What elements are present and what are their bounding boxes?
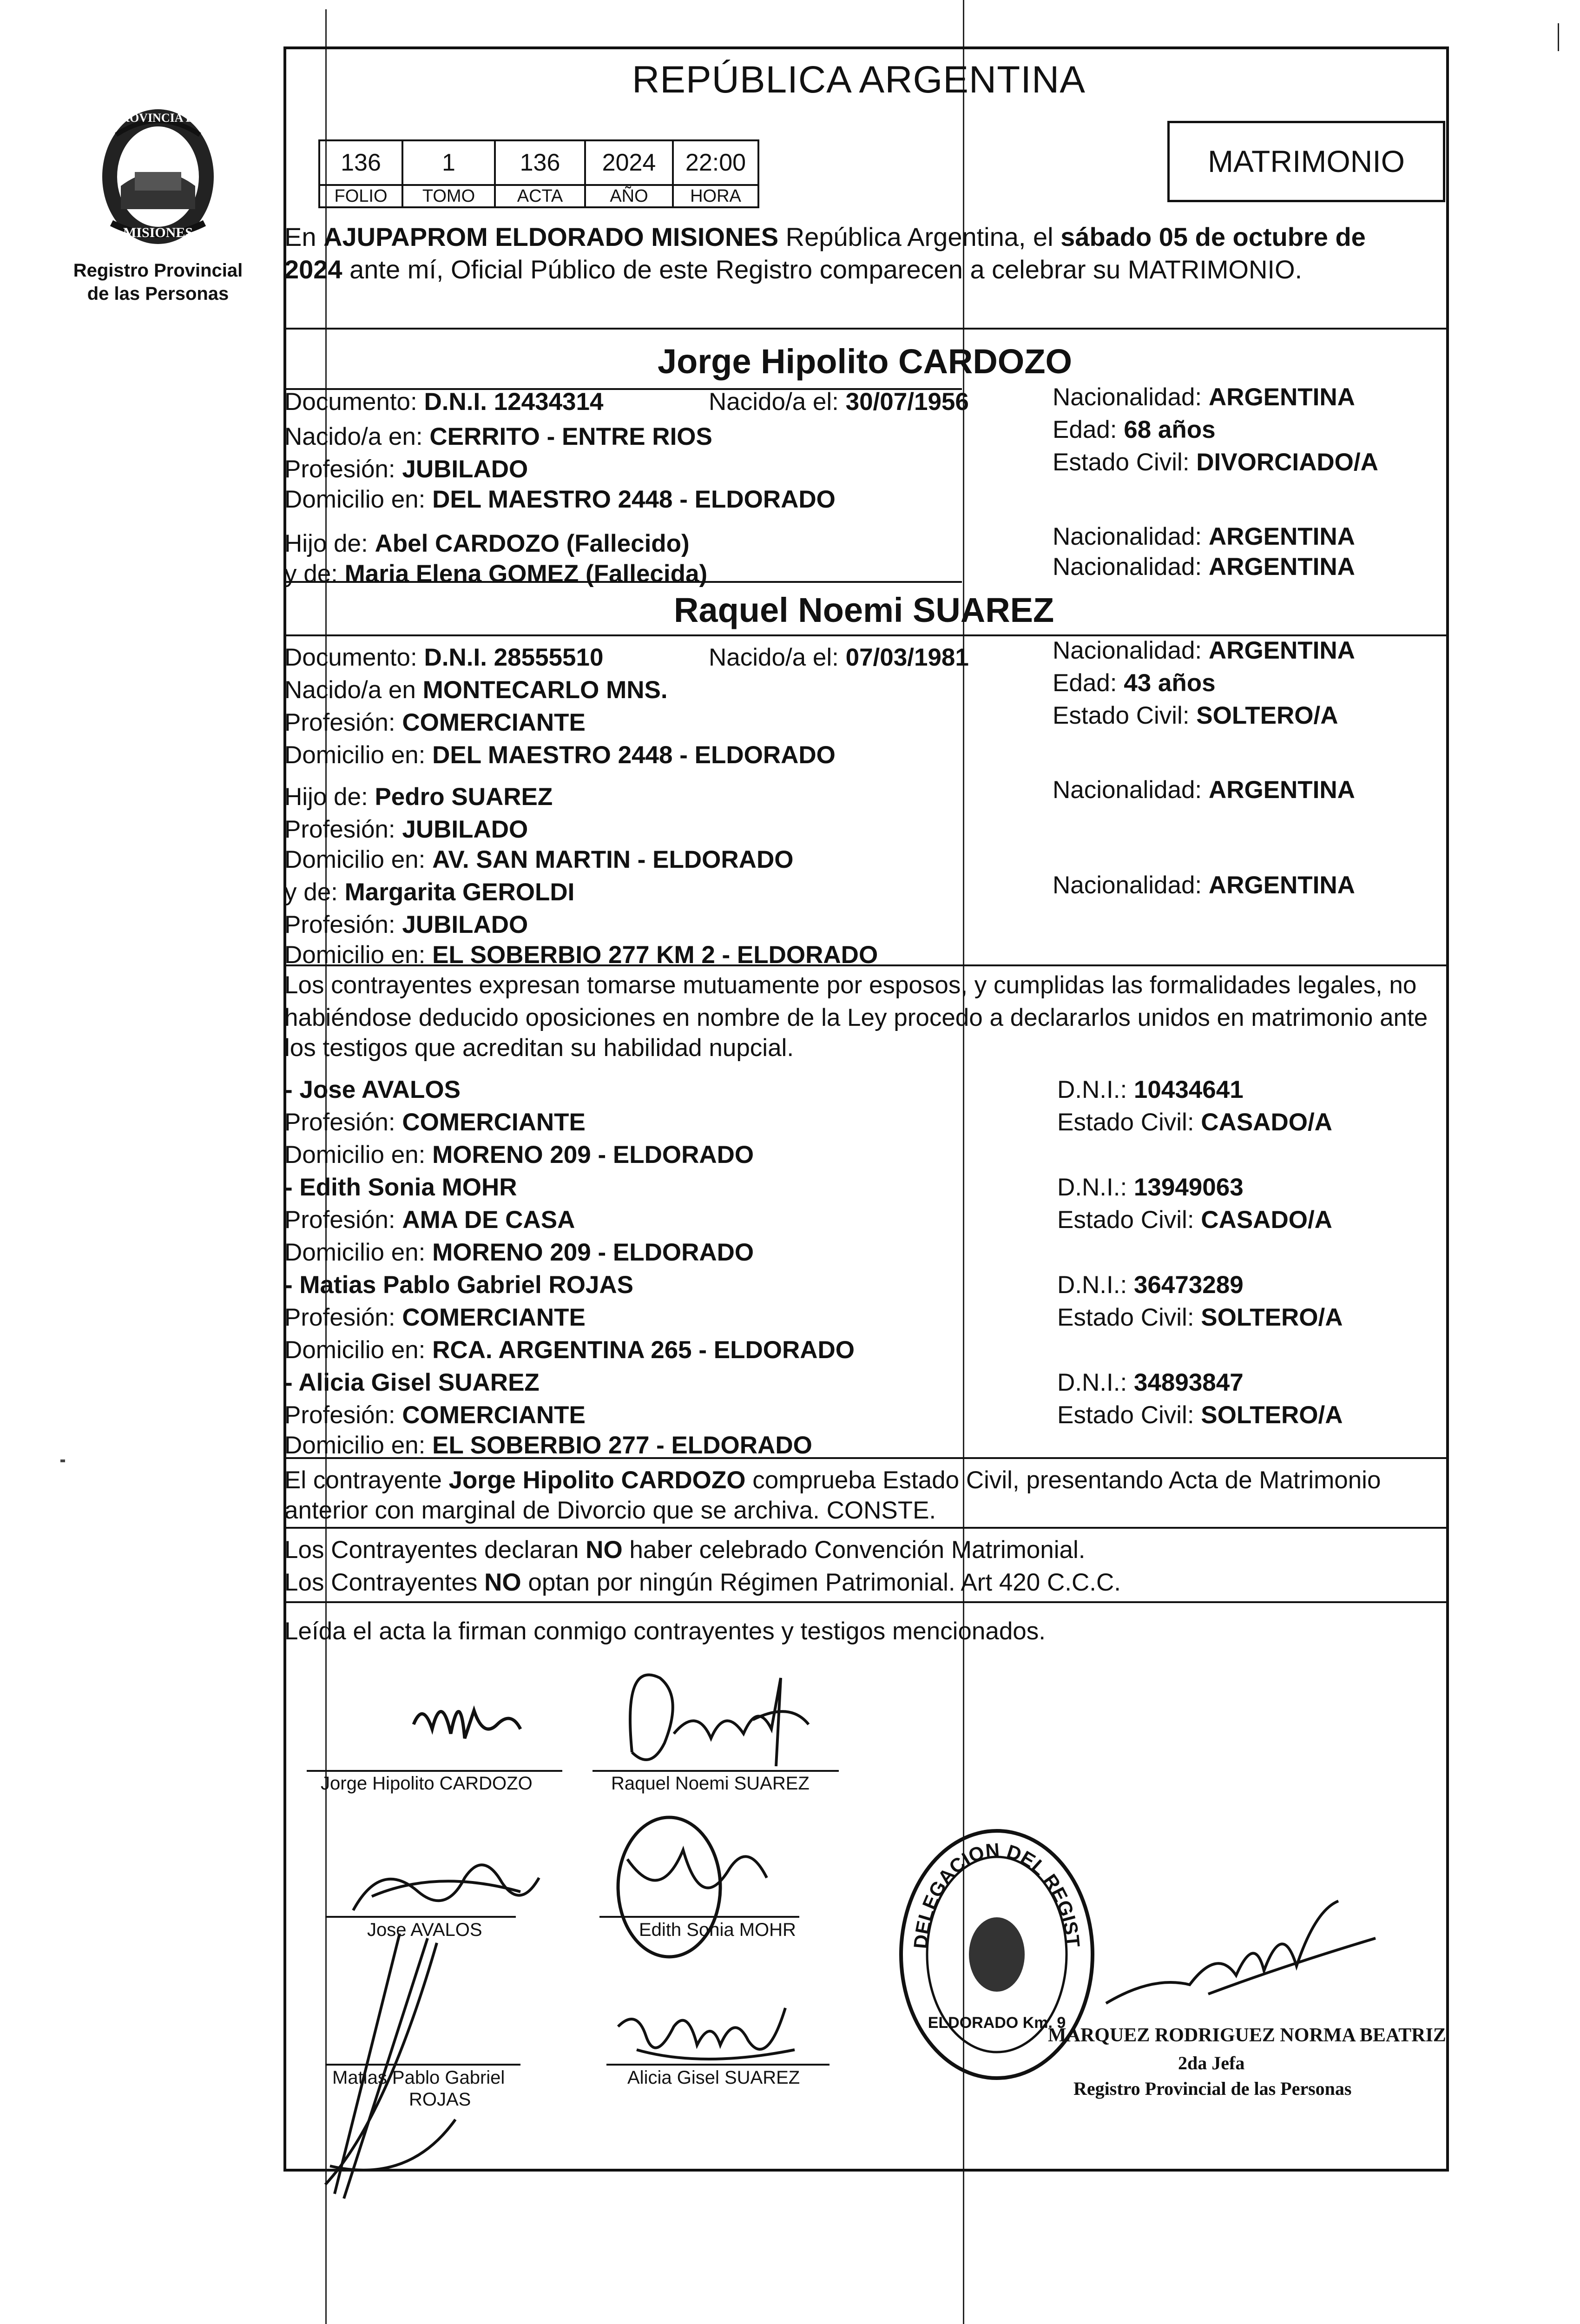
groom-birthdate [709, 386, 969, 418]
bride-profession [284, 706, 586, 739]
separator [283, 1601, 1449, 1603]
groom-name [658, 342, 1072, 381]
declaration-regime [284, 1566, 1121, 1599]
value: ARGENTINA [1208, 776, 1355, 804]
civil-status-note-1 [284, 1464, 1381, 1497]
scan-mark [60, 1459, 65, 1462]
value: CASADO/A [1201, 1206, 1332, 1234]
witness-1-dni [1057, 1074, 1244, 1106]
label: D.N.I.: [1057, 1076, 1134, 1103]
label: Domicilio en: [284, 846, 433, 873]
label: Estado Civil: [1057, 1109, 1201, 1136]
label: Nacionalidad: [1053, 776, 1209, 804]
groom-signature-label: Jorge Hipolito CARDOZO [321, 1773, 533, 1794]
bride-first-name: Raquel Noemi [674, 591, 913, 629]
label: Profesión: [284, 911, 402, 938]
bride-name [674, 590, 1054, 630]
country-title: REPÚBLICA ARGENTINA [632, 59, 1086, 101]
value: SOLTERO/A [1196, 702, 1338, 729]
value: EL SOBERBIO 277 - ELDORADO [432, 1432, 812, 1459]
value: 36473289 [1133, 1271, 1244, 1299]
label: Domicilio en: [284, 741, 433, 769]
bride-mother-nationality [1053, 869, 1355, 902]
acta-value: 136 [495, 140, 585, 185]
value: D.N.I. 28555510 [424, 644, 604, 671]
label: Nacionalidad: [1053, 872, 1209, 899]
act-type-box: MATRIMONIO [1167, 121, 1445, 202]
logo-caption-2: de las Personas [87, 284, 229, 304]
label: Domicilio en: [284, 1239, 433, 1266]
registry-table [318, 139, 759, 208]
value: AMA DE CASA [402, 1206, 575, 1234]
groom-civil-status [1053, 446, 1378, 479]
witnesses-intro-2: habiéndose deducido oposiciones en nombre de la Ley procedo a declararlos unidos en matrimonio ante [284, 1004, 1428, 1031]
label: Nacionalidad: [1053, 383, 1209, 411]
label: Hijo de: [284, 530, 375, 557]
bride-last-name: SUAREZ [913, 591, 1054, 629]
civil-status-note-2: anterior con marginal de Divorcio que se archiva. CONSTE. [284, 1497, 936, 1524]
bride-father-address [284, 844, 793, 876]
label: Profesión: [284, 816, 402, 843]
province-logo [84, 98, 232, 251]
declaration-convention [284, 1534, 1085, 1566]
value: 07/03/1981 [845, 644, 969, 671]
intro-date-year: 2024 [284, 255, 342, 284]
groom-mother [284, 558, 707, 590]
value: 30/07/1956 [845, 388, 969, 416]
declaration-text: optan por ningún Régimen Patrimonial. Art 420 C.C.C. [521, 1569, 1121, 1596]
value: DEL MAESTRO 2448 - ELDORADO [432, 741, 836, 769]
declaration-text: Los Contrayentes [284, 1569, 485, 1596]
bride-signature [604, 1650, 818, 1780]
label: Documento: [284, 644, 424, 671]
value: DEL MAESTRO 2448 - ELDORADO [432, 486, 836, 513]
intro-place: AJUPAPROM ELDORADO MISIONES [323, 222, 779, 251]
declaration-text: haber celebrado Convención Matrimonial. [622, 1536, 1086, 1564]
witness-1-signature-line [325, 1916, 516, 1918]
groom-signature-line [307, 1770, 562, 1772]
official-office: Registro Provincial de las Personas [1073, 2078, 1352, 2099]
value: Abel CARDOZO (Fallecido) [375, 530, 690, 557]
label: Estado Civil: [1057, 1401, 1201, 1429]
witness-4-name: - Alicia Gisel SUAREZ [284, 1369, 540, 1396]
intro-text: ante mí, Oficial Público de este Registro comparecen a celebrar su MATRIMONIO. [342, 255, 1303, 284]
bride-father-nationality [1053, 774, 1355, 806]
value: Maria Elena GOMEZ (Fallecida) [344, 560, 708, 588]
value: 43 años [1124, 669, 1216, 697]
label: y de: [284, 560, 345, 588]
value: COMERCIANTE [402, 1109, 586, 1136]
label: Profesión: [284, 709, 402, 736]
label: Nacionalidad: [1053, 523, 1209, 550]
witness-2-dni [1057, 1171, 1244, 1204]
witness-2-civil-status [1057, 1204, 1332, 1236]
label: Nacionalidad: [1053, 553, 1209, 581]
intro-date: sábado 05 de octubre de [1060, 222, 1366, 251]
closing-statement: Leída el acta la firman conmigo contrayentes y testigos mencionados. [284, 1618, 1046, 1645]
witness-3-signature-label-1: Matias Pablo Gabriel [332, 2067, 505, 2088]
groom-nationality [1053, 381, 1355, 414]
logo-caption-1: Registro Provincial [73, 260, 243, 281]
label: Estado Civil: [1053, 449, 1197, 476]
label: Profesión: [284, 1206, 402, 1234]
label: Nacido/a el: [709, 388, 846, 416]
seal-top-text: PROVINCIA DE [113, 111, 203, 125]
value: 10434641 [1133, 1076, 1244, 1103]
separator [283, 328, 1449, 330]
seal-bottom-text: MISIONES [123, 225, 193, 240]
witness-2-signature-line [599, 1916, 799, 1918]
value: COMERCIANTE [402, 709, 586, 736]
intro-line-1 [284, 221, 1366, 253]
label: y de: [284, 878, 345, 906]
witness-3-signature-label-2: ROJAS [409, 2089, 471, 2110]
value: SOLTERO/A [1201, 1401, 1343, 1429]
witness-4-civil-status [1057, 1399, 1343, 1432]
folio-value: 136 [319, 140, 402, 185]
witness-3-signature-line [325, 2064, 520, 2066]
value: D.N.I. 12434314 [424, 388, 604, 416]
label: Nacido/a el: [709, 644, 846, 671]
bride-mother-profession [284, 909, 528, 941]
bride-age [1053, 667, 1216, 700]
witness-3-address [284, 1334, 855, 1367]
bride-mother-address [284, 939, 878, 971]
bride-civil-status [1053, 700, 1338, 732]
label: D.N.I.: [1057, 1174, 1134, 1201]
hora-label: HORA [673, 185, 758, 207]
value: ARGENTINA [1208, 872, 1355, 899]
label: Estado Civil: [1057, 1206, 1201, 1234]
witness-2-profession [284, 1204, 575, 1236]
value: 68 años [1124, 416, 1216, 443]
label: D.N.I.: [1057, 1271, 1134, 1299]
value: EL SOBERBIO 277 KM 2 - ELDORADO [432, 941, 878, 969]
value: COMERCIANTE [402, 1304, 586, 1331]
witnesses-intro-3: los testigos que acreditan su habilidad nupcial. [284, 1034, 794, 1062]
value: ARGENTINA [1208, 553, 1355, 581]
label: Hijo de: [284, 783, 375, 811]
acta-label: ACTA [495, 185, 585, 207]
groom-age [1053, 414, 1216, 446]
label: D.N.I.: [1057, 1369, 1134, 1396]
witness-3-name: - Matias Pablo Gabriel ROJAS [284, 1271, 634, 1299]
separator [283, 1527, 1449, 1529]
bride-signature-line [592, 1770, 839, 1772]
witness-3-civil-status [1057, 1301, 1343, 1334]
folio-label: FOLIO [319, 185, 402, 207]
witness-4-profession [284, 1399, 586, 1432]
label: Edad: [1053, 416, 1124, 443]
declaration-no: NO [586, 1536, 623, 1564]
province-seal-icon [84, 98, 232, 251]
label: Estado Civil: [1053, 702, 1197, 729]
value: Pedro SUAREZ [375, 783, 553, 811]
groom-profession [284, 453, 528, 486]
witness-1-profession [284, 1106, 586, 1139]
label: Documento: [284, 388, 424, 416]
value: MORENO 209 - ELDORADO [432, 1239, 754, 1266]
hora-value: 22:00 [673, 140, 758, 185]
bride-document [284, 641, 603, 674]
groom-document [284, 386, 603, 418]
groom-father-nationality [1053, 521, 1355, 553]
value: Margarita GEROLDI [344, 878, 575, 906]
label: Profesión: [284, 1109, 402, 1136]
value: AV. SAN MARTIN - ELDORADO [432, 846, 794, 873]
value: 34893847 [1133, 1369, 1244, 1396]
label: Nacido/a en [284, 676, 423, 704]
note-name: Jorge Hipolito CARDOZO [448, 1466, 746, 1494]
bride-address [284, 739, 836, 772]
anio-value: 2024 [585, 140, 673, 185]
value: MORENO 209 - ELDORADO [432, 1141, 754, 1169]
value: MONTECARLO MNS. [422, 676, 668, 704]
anio-label: AÑO [585, 185, 673, 207]
declaration-no: NO [484, 1569, 521, 1596]
value: COMERCIANTE [402, 1401, 586, 1429]
value: CASADO/A [1201, 1109, 1332, 1136]
label: Nacido/a en: [284, 423, 430, 450]
value: CERRITO - ENTRE RIOS [429, 423, 712, 450]
label: Domicilio en: [284, 1432, 433, 1459]
groom-address [284, 483, 836, 516]
witness-3-dni [1057, 1269, 1244, 1301]
groom-first-name: Jorge Hipolito [658, 342, 898, 381]
label: Domicilio en: [284, 941, 433, 969]
official-signature [1097, 1892, 1385, 2022]
witness-1-address [284, 1139, 754, 1171]
bride-mother [284, 876, 574, 909]
bride-father [284, 781, 553, 813]
intro-text: En [284, 222, 324, 251]
witness-2-address [284, 1236, 754, 1269]
label: Domicilio en: [284, 1336, 433, 1364]
stamp-inner-text: ELDORADO Km. 9 [928, 2014, 1066, 2032]
witness-4-signature-line [606, 2064, 830, 2066]
value: ARGENTINA [1208, 637, 1355, 664]
bride-father-profession [284, 813, 528, 846]
note-text: El contrayente [284, 1466, 449, 1494]
witness-4-signature [609, 1999, 804, 2073]
witness-4-address [284, 1429, 812, 1462]
edge-mark [1558, 23, 1559, 51]
label: Profesión: [284, 1304, 402, 1331]
value: DIVORCIADO/A [1196, 449, 1378, 476]
value: ARGENTINA [1208, 523, 1355, 550]
bride-birthplace [284, 674, 668, 706]
official-name: MARQUEZ RODRIGUEZ NORMA BEATRIZ [1048, 2025, 1446, 2046]
label: Domicilio en: [284, 486, 433, 513]
label: Profesión: [284, 1401, 402, 1429]
value: SOLTERO/A [1201, 1304, 1343, 1331]
note-text: comprueba Estado Civil, presentando Acta de Matrimonio [745, 1466, 1381, 1494]
value: ARGENTINA [1208, 383, 1355, 411]
intro-line-2 [284, 253, 1302, 286]
groom-father [284, 528, 690, 560]
witness-4-signature-label: Alicia Gisel SUAREZ [627, 2067, 800, 2088]
groom-last-name: CARDOZO [898, 342, 1073, 381]
witness-1-name: - Jose AVALOS [284, 1076, 461, 1103]
witness-1-signature-label: Jose AVALOS [367, 1920, 482, 1940]
label: Domicilio en: [284, 1141, 433, 1169]
value: JUBILADO [402, 816, 528, 843]
label: Nacionalidad: [1053, 637, 1209, 664]
tomo-value: 1 [402, 140, 495, 185]
groom-signature [409, 1683, 530, 1752]
value: JUBILADO [402, 911, 528, 938]
bride-nationality [1053, 634, 1355, 667]
witness-2-signature-label: Edith Sonia MOHR [639, 1920, 796, 1940]
value: 13949063 [1133, 1174, 1244, 1201]
value: JUBILADO [402, 456, 528, 483]
declaration-text: Los Contrayentes declaran [284, 1536, 586, 1564]
label: Estado Civil: [1057, 1304, 1201, 1331]
bride-signature-label: Raquel Noemi SUAREZ [611, 1773, 810, 1794]
witness-3-profession [284, 1301, 586, 1334]
witnesses-intro-1: Los contrayentes expresan tomarse mutuamente por esposos, y cumplidas las formalidades legales, no [284, 971, 1417, 999]
value: RCA. ARGENTINA 265 - ELDORADO [432, 1336, 855, 1364]
label: Profesión: [284, 456, 402, 483]
witness-4-dni [1057, 1367, 1244, 1399]
stamp-outer-text: DELEGACION DEL REGIST [909, 1839, 1084, 1950]
bride-birthdate [709, 641, 969, 674]
label: Edad: [1053, 669, 1124, 697]
witness-2-name: - Edith Sonia MOHR [284, 1174, 517, 1201]
tomo-label: TOMO [402, 185, 495, 207]
witness-1-civil-status [1057, 1106, 1332, 1139]
groom-mother-nationality [1053, 551, 1355, 583]
official-role: 2da Jefa [1178, 2053, 1245, 2073]
intro-text: República Argentina, el [778, 222, 1061, 251]
groom-birthplace [284, 421, 712, 453]
